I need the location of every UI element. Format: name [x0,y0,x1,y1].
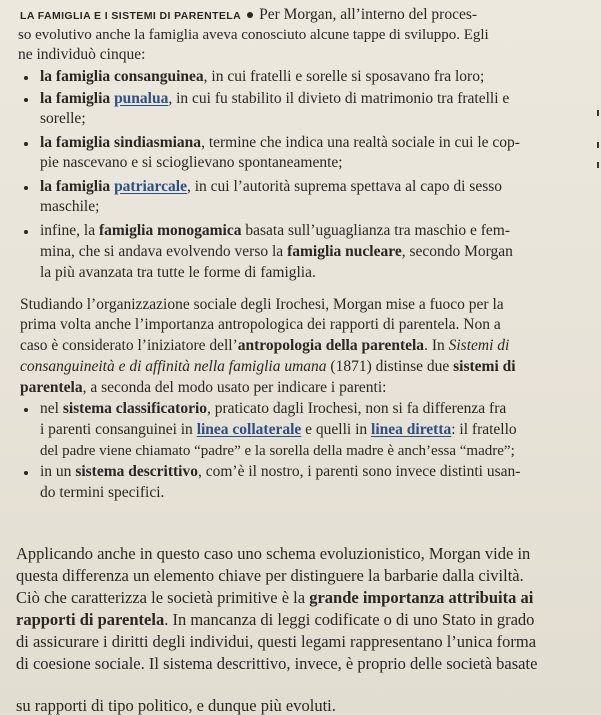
para2-line-1: Studiando l’organizzazione sociale degli Irochesi, Morgan mise a fuoco per la [20,296,504,313]
system-2-line-1: in un sistema descrittivo, com’è il nostro, i parenti sono invece distinti usan- [40,463,521,480]
intro-line-3: ne individuò cinque: [18,46,146,63]
bullet-icon [24,142,28,146]
stage-3-line-2: pie nascevano e si scioglievano spontaneamente; [40,154,343,171]
stage-2-line-1: la famiglia punalua, in cui fu stabilito il divieto di matrimonio tra fratelli e [40,90,510,107]
header-line [20,6,477,25]
bullet-icon [24,186,28,190]
system-1-line-3: del padre viene chiamato “padre” e la sorella della madre è anch’essa “madre”; [40,443,515,459]
para3-line-1: Applicando anche in questo caso uno schema evoluzionistico, Morgan vide in [16,544,531,563]
para3-line-5: di assicurare i diritti degli individui, questi legami rappresentano l’unica forma [16,632,537,651]
para3-line-4: rapporti di parentela. In mancanza di leggi codificate o di uno Stato in grado [16,610,535,629]
stage-5-line-2: mina, che si andava evolvendo verso la famiglia nucleare, secondo Morgan [40,243,513,260]
para3-line-2: questa differenza un elemento chiave per distinguere la barbarie dalla civiltà. [16,566,524,585]
stage-2-line-2: sorelle; [40,110,86,127]
edge-mark [597,162,599,168]
intro-line-1: Per Morgan, all’interno del proces- [259,6,478,23]
system-1-line-1: nel sistema classificatorio, praticato dagli Irochesi, non si fa differenza fra [40,400,507,417]
para3-line-6: di coesione sociale. Il sistema descrittivo, invece, è proprio delle società basate [16,654,538,673]
bullet-icon [24,471,28,475]
para2-line-4: consanguineità e di affinità nella famiglia umana (1871) distinse due sistemi di [20,358,516,375]
bullet-icon [24,230,28,234]
bullet-icon [24,98,28,102]
para3-line-3: Ciò che caratterizza le società primitive è la grande importanza attribuita ai [16,588,534,607]
para3-line-7: su rapporti di tipo politico, e dunque più evoluti. [16,696,336,715]
bullet-icon [24,408,28,412]
stage-5-line-1: infine, la famiglia monogamica basata sull’uguaglianza tra maschio e fem- [40,222,511,239]
separator-dot-icon [247,12,253,18]
page-edge-marks [593,110,601,170]
intro-line-2: so evolutivo anche la famiglia aveva conosciuto alcune tappe di sviluppo. Egli [18,27,489,43]
system-2-line-2: do termini specifici. [40,484,165,501]
para2-line-3: caso è considerato l’iniziatore dell’antropologia della parentela. In Sistemi di [20,337,510,354]
stage-4-line-2: maschile; [40,198,100,215]
edge-mark [597,110,599,116]
stage-4-line-1: la famiglia patriarcale, in cui l’autorità suprema spettava al capo di sesso [40,178,503,195]
stage-5-line-3: la più avanzata tra tutte le forme di famiglia. [40,264,316,281]
bullet-icon [24,76,28,80]
system-1-line-2: i parenti consanguinei in linea collaterale e quelli in linea diretta: il fratello [40,421,517,438]
edge-mark [597,142,599,148]
para2-line-5: parentela, a seconda del modo usato per indicare i parenti: [20,379,387,396]
stage-3-line-1: la famiglia sindiasmiana, termine che indica una realtà sociale in cui le cop- [40,134,520,151]
section-title: LA FAMIGLIA E I SISTEMI DI PARENTELA [20,10,242,22]
para2-line-2: prima volta anche l’importanza antropologica dei rapporti di parentela. Non a [20,316,501,333]
stage-1-line: la famiglia consanguinea, in cui fratelli e sorelle si sposavano fra loro; [40,68,485,85]
